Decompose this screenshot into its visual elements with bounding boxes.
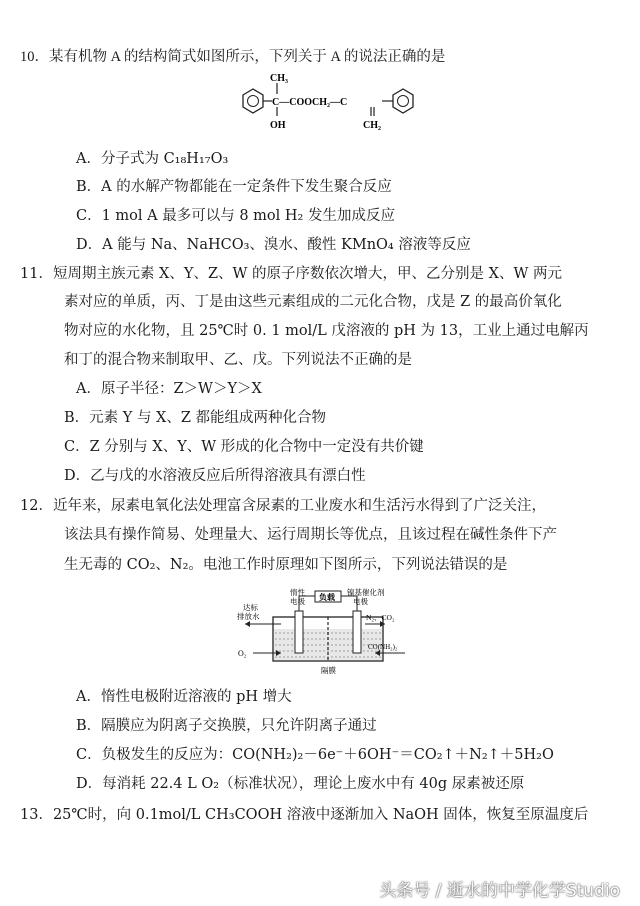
q10-option-b: B．A 的水解产物都能在一定条件下发生聚合反应: [76, 179, 392, 195]
q13-stem: 13．25℃时，向 0.1mol/L CH₃COOH 溶液中逐渐加入 NaOH 固体，恢复至原温度后: [20, 807, 589, 823]
q11-option-d: D．乙与戊的水溶液反应后所得溶液具有漂白性: [64, 468, 366, 484]
q10-option-c: C．1 mol A 最多可以与 8 mol H₂ 发生加成反应: [76, 208, 395, 224]
q11-line-3: 物对应的水化物，且 25℃时 0. 1 mol/L 戊溶液的 pH 为 13，工业上通过电解丙: [64, 323, 589, 339]
label-urea: CO(NH₂)₂: [368, 643, 398, 651]
q10-option-d: D．A 能与 Na、NaHCO₃、溴水、酸性 KMnO₄ 溶液等反应: [76, 237, 471, 253]
label-load: 负载: [319, 593, 335, 602]
q12-option-b: B．隔膜应为阴离子交换膜，只允许阴离子通过: [76, 718, 377, 734]
q11-option-b: B．元素 Y 与 X、Z 都能组成两种化合物: [64, 410, 327, 426]
label-discharge-2: 排放水: [237, 612, 260, 621]
label-inert-top: 惰性: [290, 588, 305, 597]
struct-ch2: CH₂: [363, 120, 381, 131]
q12-option-d: D．每消耗 22.4 L O₂（标准状况），理论上废水中有 40g 尿素被还原: [76, 776, 525, 792]
q11-line-1: 11．短周期主族元素 X、Y、Z、W 的原子序数依次增大，甲、乙分别是 X、W 两元: [20, 266, 562, 282]
struct-ch3: CH₃: [270, 73, 288, 84]
q12-line-2: 该法具有操作简易、处理量大、运行周期长等优点，且该过程在碱性条件下产: [64, 527, 557, 543]
struct-oh: OH: [270, 120, 286, 131]
q12-option-c: C．负极发生的反应为：CO(NH₂)₂－6e⁻＋6OH⁻＝CO₂↑＋N₂↑＋5H₂O: [76, 747, 554, 763]
q12-line-3: 生无毒的 CO₂、N₂。电池工作时原理如下图所示，下列说法错误的是: [64, 557, 508, 573]
label-ni-bottom: 电极: [353, 597, 368, 606]
watermark: 头条号 / 逝水的中学化学Studio: [379, 881, 620, 901]
label-inert-bottom: 电极: [290, 597, 305, 606]
q10-structure-diagram: [225, 70, 425, 140]
q12-cell-diagram: [235, 587, 415, 677]
label-gases: N₂、CO₂: [366, 613, 395, 622]
q10-option-a: A．分子式为 C₁₈H₁₇O₃: [76, 151, 229, 167]
q12-line-1: 12．近年来，尿素电氧化法处理富含尿素的工业废水和生活污水得到了广泛关注，: [20, 498, 546, 514]
q11-option-c: C．Z 分别与 X、Y、W 形成的化合物中一定没有共价键: [64, 439, 424, 455]
q11-line-2: 素对应的单质，丙、丁是由这些元素组成的二元化合物，戊是 Z 的最高价氧化: [64, 294, 562, 310]
q11-option-a: A．原子半径：Z＞W＞Y＞X: [76, 381, 262, 397]
struct-chain: C—COOCH₂—C: [272, 97, 348, 108]
q10-stem: 10．某有机物 A 的结构简式如图所示，下列关于 A 的说法正确的是: [20, 49, 446, 65]
q11-line-4: 和丁的混合物来制取甲、乙、戊。下列说法不正确的是: [64, 352, 412, 368]
label-membrane: 隔膜: [321, 666, 336, 675]
label-o2: O₂: [238, 649, 247, 658]
label-discharge-1: 达标: [243, 603, 258, 612]
label-ni-top: 镍基催化剂: [347, 588, 385, 597]
q12-option-a: A．惰性电极附近溶液的 pH 增大: [76, 689, 292, 705]
